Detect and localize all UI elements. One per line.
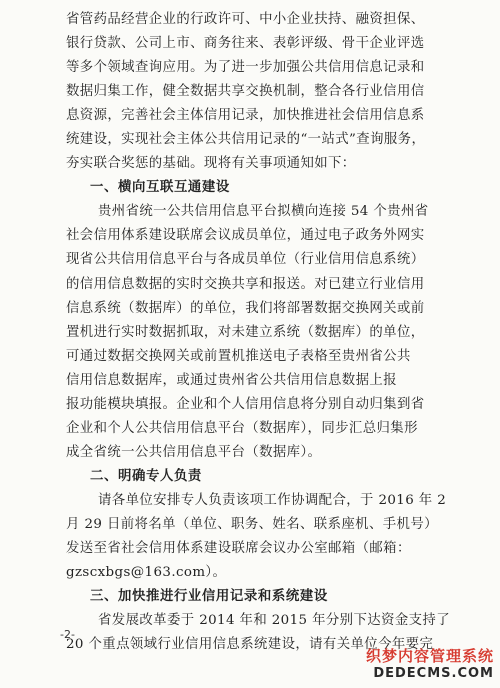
body-line: 银行贷款、公司上市、商务往来、表彰评级、骨干企业评选 xyxy=(66,36,425,52)
body-line: 统建设，实现社会主体公共信用记录的“一站式”查询服务， xyxy=(66,132,426,148)
section-heading-industry-credit-records: 三、加快推进行业信用记录和系统建设 xyxy=(90,589,328,605)
body-line: 信用信息数据库，或通过贵州省公共信用信息数据上报 xyxy=(66,372,397,388)
body-line: 数据归集工作，健全数据共享交换机制，整合各行业信用信 xyxy=(66,84,425,100)
body-line: 社会信用体系建设联席会议成员单位，通过电子政务外网实 xyxy=(66,228,425,244)
body-line: 贵州省统一公共信用信息平台拟横向连接 54 个贵州省 xyxy=(98,204,429,220)
body-line: 息资源，完善社会主体信用记录，加快推进社会信用信息系 xyxy=(66,108,425,124)
body-line: 夯实联合奖惩的基础。现将有关事项通知如下： xyxy=(66,156,356,172)
body-line: 发送至省社会信用体系建设联席会议办公室邮箱（邮箱： xyxy=(66,541,411,557)
body-line: 等多个领域查询应用。为了进一步加强公共信用信息记录和 xyxy=(66,60,425,76)
body-line: 现省公共信用信息平台与各成员单位（行业信用信息系统） xyxy=(66,252,425,268)
body-line: 报功能模块填报。企业和个人信用信息将分别自动归集到省 xyxy=(66,396,425,412)
email-address-line: gzscxbgs@163.com）。 xyxy=(66,565,227,581)
body-line: 企业和个人公共信用信息平台（数据库），同步汇总归集形 xyxy=(66,420,418,436)
body-line: 的信用信息数据的实时交换共享和报送。对已建立行业信用 xyxy=(66,276,425,292)
body-line: 省管药品经营企业的行政许可、中小企业扶持、融资担保、 xyxy=(66,12,425,27)
watermark-logo xyxy=(362,646,494,686)
section-heading-designate-staff: 二、明确专人负责 xyxy=(90,468,202,484)
document-body xyxy=(66,8,451,657)
body-line: 信息系统（数据库）的单位，我们将部署数据交换网关或前 xyxy=(66,300,425,316)
body-line: 省发展改革委于 2014 年和 2015 年分别下达资金支持了 xyxy=(98,613,451,629)
watermark-domain: DEDECMS.COM xyxy=(373,666,494,681)
section-heading-horizontal-interconnection: 一、横向互联互通建设 xyxy=(90,180,230,196)
page-number: -2- xyxy=(60,628,75,641)
body-line: 月 29 日前将名单（单位、职务、姓名、联系座机、手机号） xyxy=(66,516,438,532)
body-line: 置机进行实时数据抓取，对未建立系统（数据库）的单位， xyxy=(66,324,425,340)
body-line: 请各单位安排专人负责该项工作协调配合，于 2016 年 2 xyxy=(98,492,447,508)
body-line: 可通过数据交换网关或前置机推送电子表格至贵州省公共 xyxy=(66,348,411,364)
body-line: 成全省统一公共信用信息平台（数据库）。 xyxy=(66,444,322,460)
watermark-title: 织梦内容管理系统 xyxy=(365,647,494,665)
body-line: 20 个重点领域行业信用信息系统建设，请有关单位今年要完 xyxy=(66,637,434,653)
